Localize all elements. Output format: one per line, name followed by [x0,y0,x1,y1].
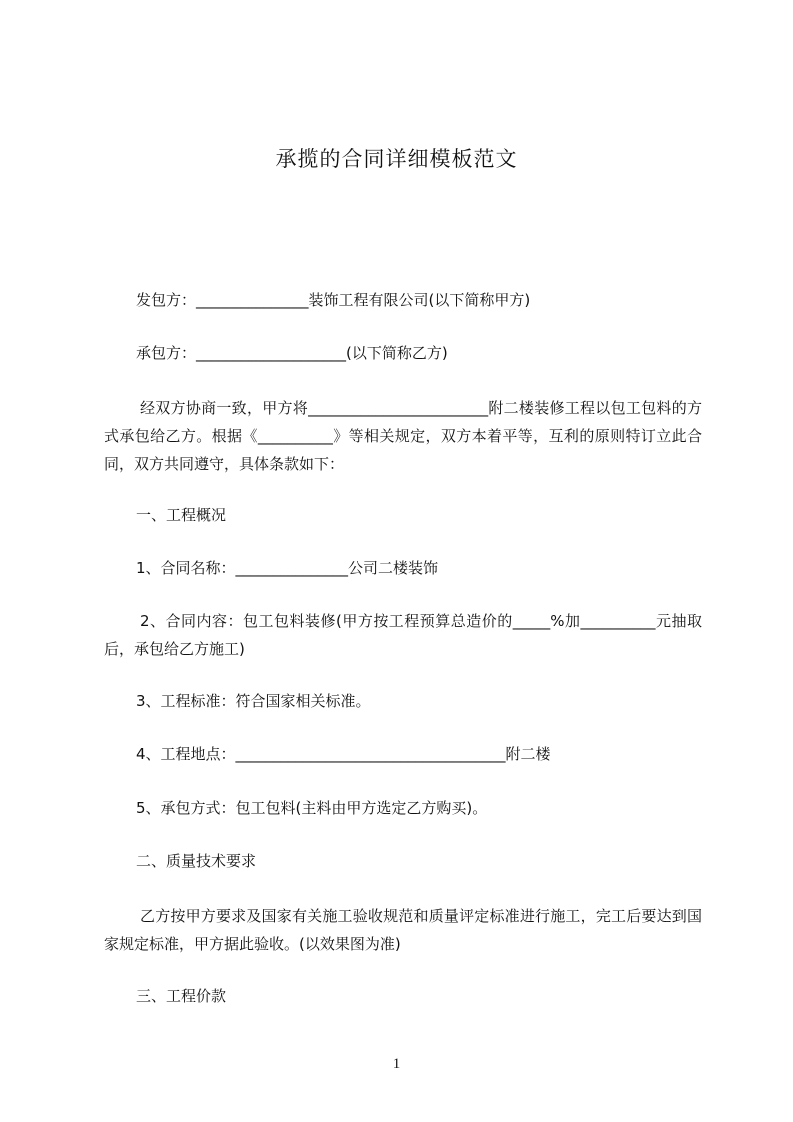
quality-paragraph [104,902,702,958]
clause-location: 4、工程地点：____________________________________附二楼 [136,745,551,763]
party-b-line: 承包方：____________________(以下简称乙方) [136,344,448,362]
clause-contract-name: 1、合同名称：_______________公司二楼装饰 [136,559,439,577]
quality-text: 乙方按甲方要求及国家有关施工验收规范和质量评定标准进行施工，完工后要达到国家规定标准，甲方据此验收。(以效果图为准) [104,907,702,953]
section-heading-quality: 二、质量技术要求 [136,852,257,870]
clause-standard: 3、工程标准：符合国家相关标准。 [136,692,371,710]
document-title: 承揽的合同详细模板范文 [275,147,518,171]
clause-contract-content [104,607,702,663]
clause-contract-content-text: 2、合同内容：包工包料装修(甲方按工程预算总造价的_____%加__________元抽取后，承包给乙方施工) [104,612,702,658]
clause-contract-method: 5、承包方式：包工包料(主料由甲方选定乙方购买)。 [136,799,488,817]
party-a-line: 发包方：_______________装饰工程有限公司(以下简称甲方) [136,291,531,309]
page-number: 1 [392,1056,401,1072]
intro-text: 经双方协商一致，甲方将________________________附二楼装修工程以包工包料的方式承包给乙方。根据《__________》等相关规定，双方本着平等，互利的原则特订立此合同，双方共同遵守，具体条款如下： [104,399,702,473]
section-heading-price: 三、工程价款 [136,987,227,1005]
section-heading-overview: 一、工程概况 [136,506,227,524]
intro-paragraph [104,394,702,478]
